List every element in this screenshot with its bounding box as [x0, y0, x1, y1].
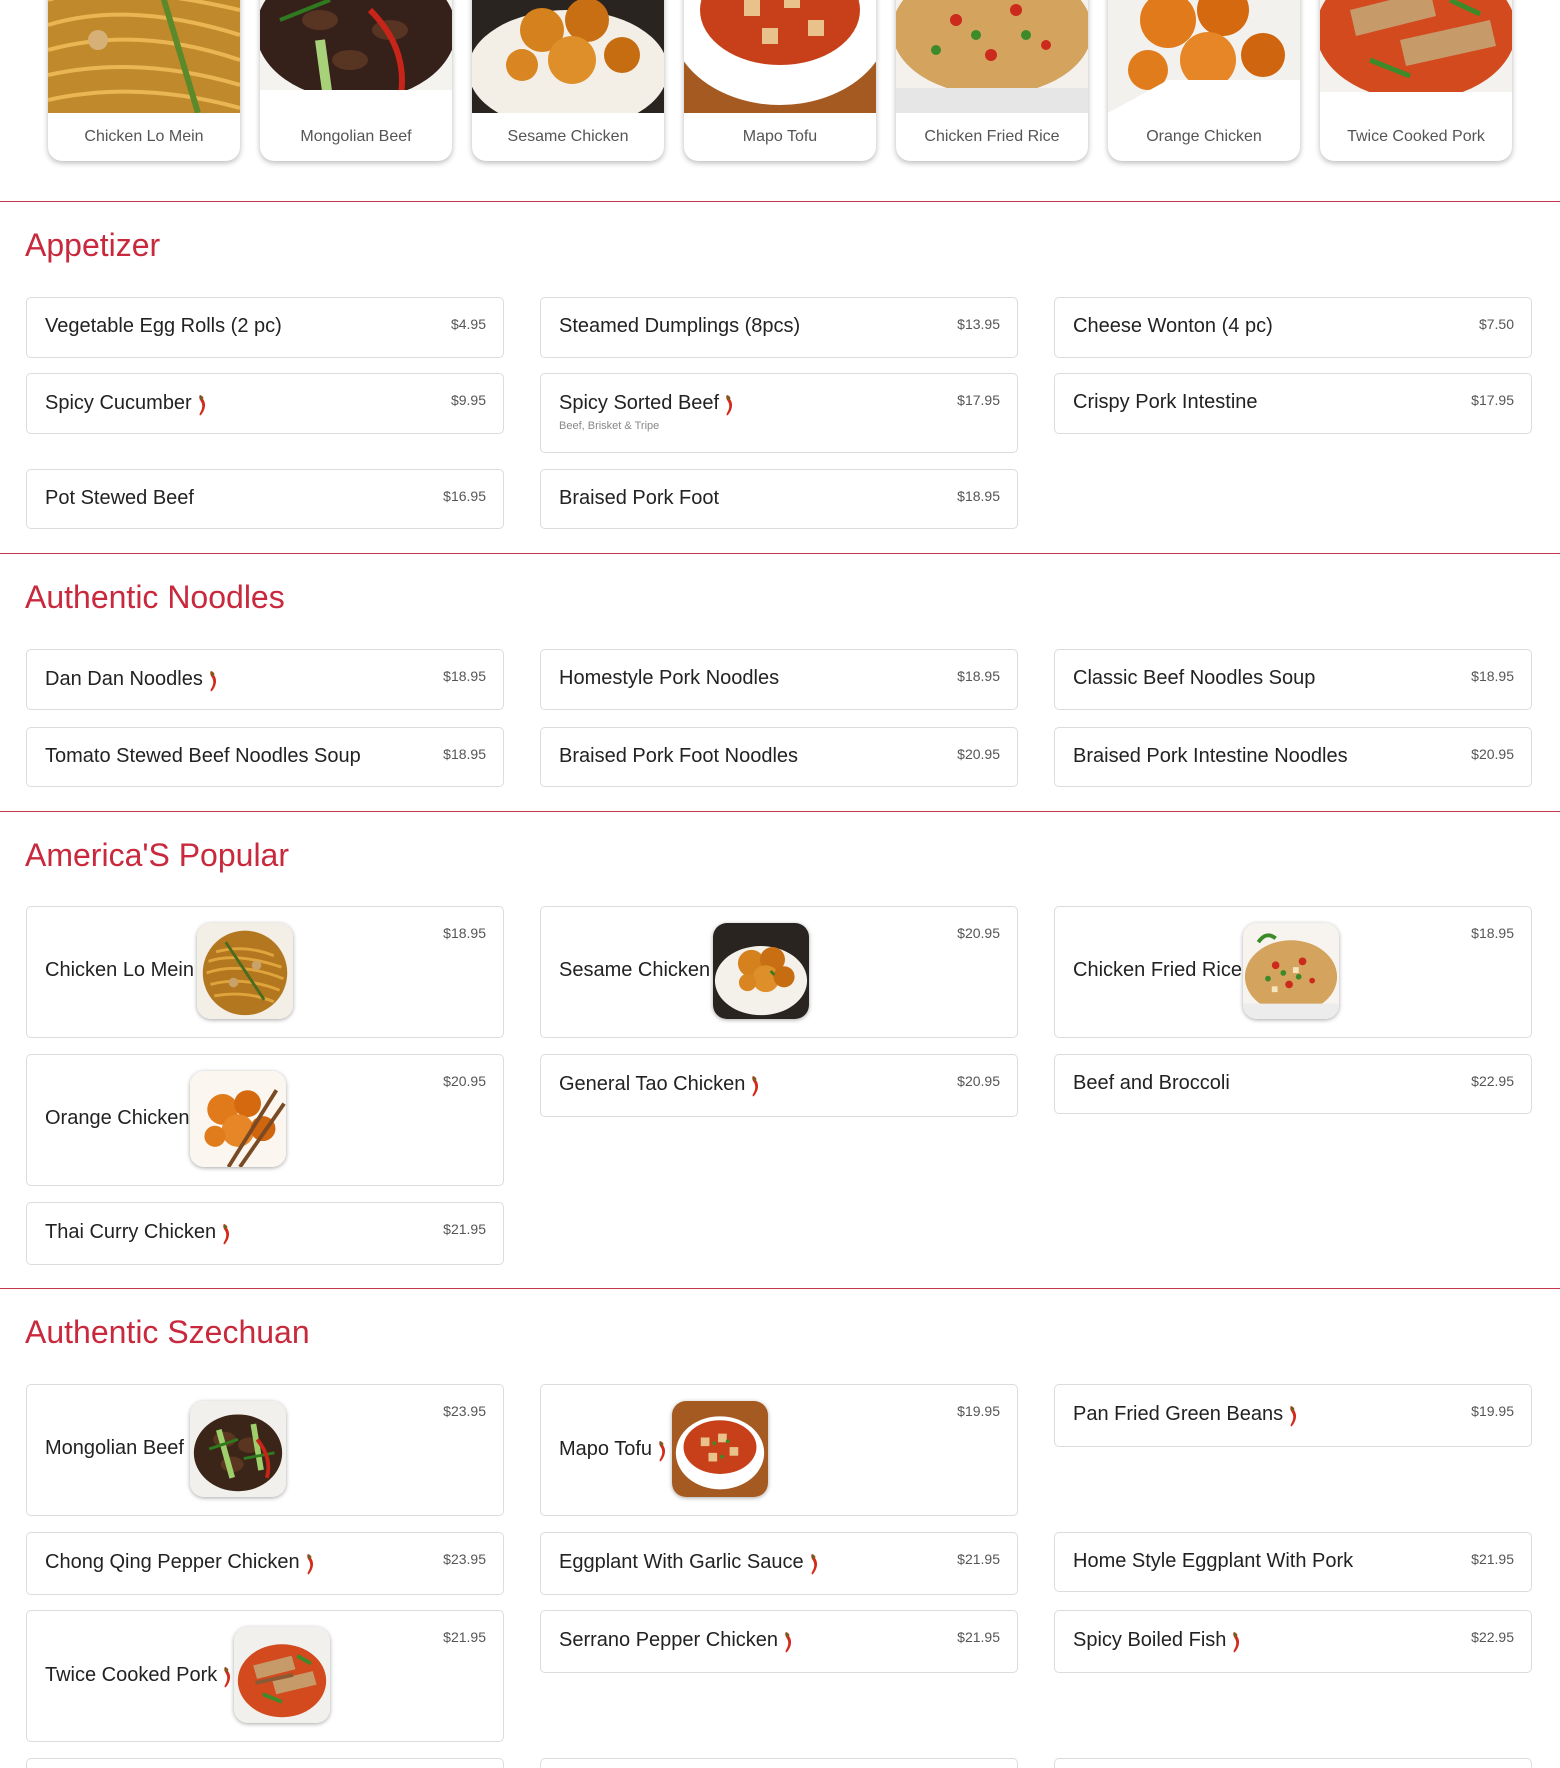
- item-name: Spicy Cucumber: [45, 392, 192, 414]
- item-name: Steamed Dumplings (8pcs): [559, 315, 801, 337]
- item-name: Vegetable Egg Rolls (2 pc): [45, 315, 282, 337]
- item-name: Dan Dan Noodles: [45, 668, 203, 690]
- featured-carousel: [0, 0, 1560, 201]
- item-price: $16.95: [443, 488, 486, 504]
- item-name-row: [559, 1628, 792, 1653]
- item-name: Orange Chicken: [45, 1107, 190, 1129]
- twice-cooked-pork-photo: [1320, 0, 1512, 113]
- item-price: $21.95: [957, 1551, 1000, 1567]
- section-divider: [0, 1288, 1560, 1289]
- item-name: General Tao Chicken: [559, 1073, 746, 1095]
- chicken-fried-rice-photo: [896, 0, 1088, 113]
- item-price: $18.95: [957, 668, 1000, 684]
- chili-pepper-icon: [1288, 1406, 1297, 1427]
- featured-card-label: Orange Chicken: [1146, 128, 1262, 145]
- mongolian-beef-thumbnail: [190, 1401, 286, 1497]
- item-price: $18.95: [1471, 925, 1514, 941]
- featured-card-label: Chicken Lo Mein: [84, 128, 204, 145]
- item-name: Braised Pork Intestine Noodles: [1073, 745, 1348, 767]
- sesame-chicken-photo: [472, 0, 664, 113]
- featured-card-twice-cooked-pork[interactable]: [1320, 0, 1512, 161]
- section-title-szechuan: Authentic Szechuan: [25, 1314, 310, 1350]
- item-price: $23.95: [443, 1403, 486, 1419]
- menu-item-pan-fried-green-beans[interactable]: [1054, 1384, 1532, 1447]
- featured-card-chicken-fried-rice[interactable]: [896, 0, 1088, 161]
- item-name-row: [559, 1072, 759, 1097]
- chili-pepper-icon: [208, 671, 217, 692]
- featured-card-label: Twice Cooked Pork: [1347, 128, 1485, 145]
- item-description: Beef, Brisket & Tripe: [559, 420, 660, 432]
- menu-item-homestyle-pork-noodles[interactable]: [540, 649, 1018, 710]
- item-price: $9.95: [450, 392, 486, 408]
- item-price: $21.95: [443, 1629, 486, 1645]
- menu-item-partial[interactable]: [26, 1758, 504, 1768]
- item-price: $4.95: [450, 316, 486, 332]
- item-price: $18.95: [443, 746, 486, 762]
- featured-card-orange-chicken[interactable]: [1108, 0, 1300, 161]
- item-name: Tomato Stewed Beef Noodles Soup: [45, 745, 361, 767]
- item-price: $18.95: [443, 668, 486, 684]
- chili-pepper-icon: [197, 395, 206, 416]
- menu-item-chicken-fried-rice[interactable]: [1054, 906, 1532, 1038]
- chicken-fried-rice-thumbnail: [1243, 923, 1339, 1019]
- item-price: $18.95: [1471, 668, 1514, 684]
- menu-item-eggplant-with-garlic-sauce[interactable]: [540, 1532, 1018, 1595]
- section-divider: [0, 553, 1560, 554]
- item-name: Twice Cooked Pork: [45, 1664, 218, 1686]
- menu-item-orange-chicken[interactable]: [26, 1054, 504, 1186]
- orange-chicken-thumbnail: [190, 1071, 286, 1167]
- chili-pepper-icon: [221, 1224, 230, 1245]
- item-price: $20.95: [443, 1073, 486, 1089]
- chili-pepper-icon: [809, 1554, 818, 1575]
- menu-item-sesame-chicken[interactable]: [540, 906, 1018, 1038]
- orange-chicken-photo: [1108, 0, 1300, 113]
- item-name-row: [1073, 1402, 1297, 1427]
- menu-item-partial[interactable]: [540, 1758, 1018, 1768]
- item-name: Mongolian Beef: [45, 1437, 184, 1459]
- menu-item-beef-and-broccoli[interactable]: [1054, 1054, 1532, 1114]
- item-name: Chong Qing Pepper Chicken: [45, 1551, 300, 1573]
- menu-item-braised-pork-foot-noodles[interactable]: [540, 727, 1018, 787]
- item-name: Home Style Eggplant With Pork: [1073, 1550, 1354, 1572]
- menu-item-mongolian-beef[interactable]: [26, 1384, 504, 1516]
- section-title-popular: America'S Popular: [25, 837, 289, 873]
- featured-card-sesame-chicken[interactable]: [472, 0, 664, 161]
- item-price: $21.95: [443, 1221, 486, 1237]
- menu-item-dan-dan-noodles[interactable]: [26, 649, 504, 710]
- menu-item-pot-stewed-beef[interactable]: [26, 469, 504, 529]
- menu-item-classic-beef-noodles-soup[interactable]: [1054, 649, 1532, 710]
- item-price: $18.95: [957, 488, 1000, 504]
- item-name: Pan Fried Green Beans: [1073, 1403, 1284, 1425]
- section-title-appetizer: Appetizer: [25, 227, 161, 263]
- item-name: Braised Pork Foot Noodles: [559, 745, 799, 767]
- item-name: Serrano Pepper Chicken: [559, 1629, 779, 1651]
- item-price: $13.95: [957, 316, 1000, 332]
- mapo-tofu-thumbnail: [672, 1401, 768, 1497]
- featured-card-label: Mongolian Beef: [300, 128, 412, 145]
- item-name: Braised Pork Foot: [559, 487, 720, 509]
- item-name-row: [45, 1220, 230, 1245]
- item-price: $17.95: [957, 392, 1000, 408]
- menu-item-home-style-eggplant-with-pork[interactable]: [1054, 1532, 1532, 1592]
- chili-pepper-icon: [724, 395, 733, 416]
- menu-item-spicy-cucumber[interactable]: [26, 373, 504, 434]
- item-price: $17.95: [1471, 392, 1514, 408]
- chicken-lo-mein-photo: [48, 0, 240, 113]
- sesame-chicken-thumbnail: [713, 923, 809, 1019]
- item-price: $20.95: [957, 746, 1000, 762]
- item-name-row: [559, 391, 733, 416]
- menu-item-spicy-boiled-fish[interactable]: [1054, 1610, 1532, 1673]
- menu-item-partial[interactable]: [1054, 1758, 1532, 1768]
- menu-item-vegetable-egg-rolls[interactable]: [26, 297, 504, 358]
- item-name: Chicken Fried Rice: [1073, 959, 1242, 981]
- item-price: $19.95: [957, 1403, 1000, 1419]
- item-name: Spicy Sorted Beef: [559, 392, 720, 414]
- featured-card-mongolian-beef[interactable]: [260, 0, 452, 161]
- menu-item-twice-cooked-pork[interactable]: [26, 1610, 504, 1742]
- featured-card-label: Mapo Tofu: [742, 128, 818, 145]
- item-name: Mapo Tofu: [559, 1438, 653, 1460]
- item-name-row: [559, 1550, 818, 1575]
- item-name: Eggplant With Garlic Sauce: [559, 1551, 804, 1573]
- item-name: Beef and Broccoli: [1073, 1072, 1230, 1094]
- section-divider: [0, 811, 1560, 812]
- item-name-row: [559, 1437, 666, 1462]
- chili-pepper-icon: [750, 1076, 759, 1097]
- menu-item-steamed-dumplings[interactable]: [540, 297, 1018, 358]
- mongolian-beef-photo: [260, 0, 452, 113]
- item-name: Classic Beef Noodles Soup: [1073, 667, 1316, 689]
- menu-item-chicken-lo-mein[interactable]: [26, 906, 504, 1038]
- item-price: $19.95: [1471, 1403, 1514, 1419]
- menu-item-general-tao-chicken[interactable]: [540, 1054, 1018, 1117]
- item-name-row: [45, 1550, 314, 1575]
- item-price: $20.95: [957, 925, 1000, 941]
- menu-item-thai-curry-chicken[interactable]: [26, 1202, 504, 1265]
- menu-item-serrano-pepper-chicken[interactable]: [540, 1610, 1018, 1673]
- item-price: $22.95: [1471, 1629, 1514, 1645]
- item-name-row: [45, 391, 206, 416]
- item-name: Sesame Chicken: [559, 959, 711, 981]
- item-name-row: [45, 1663, 231, 1688]
- item-name: Homestyle Pork Noodles: [559, 667, 780, 689]
- menu-item-crispy-pork-intestine[interactable]: [1054, 373, 1532, 434]
- menu-item-cheese-wonton[interactable]: [1054, 297, 1532, 358]
- item-price: $7.50: [1478, 316, 1514, 332]
- featured-card-label: Sesame Chicken: [507, 128, 629, 145]
- chili-pepper-icon: [305, 1554, 314, 1575]
- item-name: Thai Curry Chicken: [45, 1221, 217, 1243]
- item-price: $18.95: [443, 925, 486, 941]
- section-divider: [0, 201, 1560, 202]
- menu-item-tomato-stewed-beef-noodles-soup[interactable]: [26, 727, 504, 787]
- chili-pepper-icon: [1231, 1632, 1240, 1653]
- item-price: $20.95: [1471, 746, 1514, 762]
- twice-cooked-pork-thumbnail: [234, 1627, 330, 1723]
- item-price: $21.95: [957, 1629, 1000, 1645]
- menu-item-braised-pork-intestine-noodles[interactable]: [1054, 727, 1532, 787]
- item-name: Spicy Boiled Fish: [1073, 1629, 1227, 1651]
- item-name-row: [1073, 1628, 1240, 1653]
- menu-item-braised-pork-foot[interactable]: [540, 469, 1018, 529]
- item-name: Crispy Pork Intestine: [1073, 391, 1258, 413]
- item-price: $22.95: [1471, 1073, 1514, 1089]
- mapo-tofu-photo: [684, 0, 876, 113]
- featured-card-mapo-tofu[interactable]: [684, 0, 876, 161]
- chicken-lo-mein-thumbnail: [197, 923, 293, 1019]
- item-name: Pot Stewed Beef: [45, 487, 194, 509]
- item-price: $23.95: [443, 1551, 486, 1567]
- item-name: Cheese Wonton (4 pc): [1073, 315, 1273, 337]
- item-price: $21.95: [1471, 1551, 1514, 1567]
- chili-pepper-icon: [783, 1632, 792, 1653]
- featured-card-chicken-lo-mein[interactable]: [48, 0, 240, 161]
- chili-pepper-icon: [222, 1667, 231, 1688]
- menu-item-chong-qing-pepper-chicken[interactable]: [26, 1532, 504, 1595]
- item-price: $20.95: [957, 1073, 1000, 1089]
- item-name-row: [45, 667, 217, 692]
- menu-item-spicy-sorted-beef[interactable]: [540, 373, 1018, 453]
- section-title-noodles: Authentic Noodles: [25, 579, 285, 615]
- featured-card-label: Chicken Fried Rice: [924, 128, 1060, 145]
- item-name: Chicken Lo Mein: [45, 959, 194, 981]
- chili-pepper-icon: [657, 1441, 666, 1462]
- menu-item-mapo-tofu[interactable]: [540, 1384, 1018, 1516]
